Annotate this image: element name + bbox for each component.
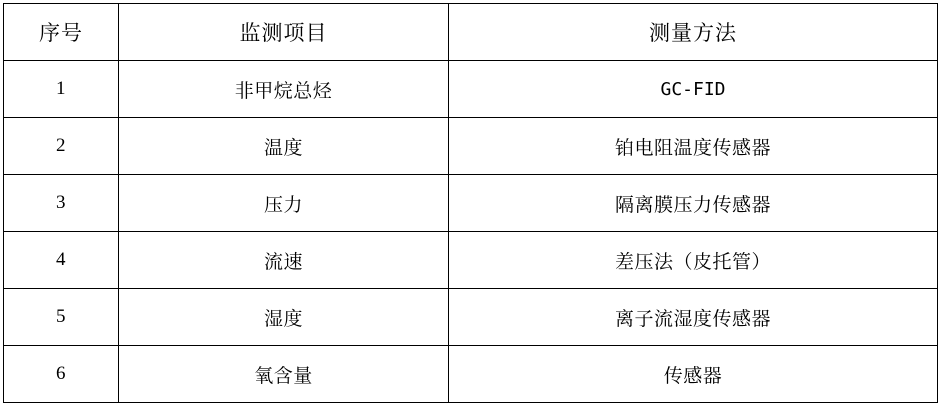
cell-index: 4: [4, 232, 119, 289]
table-row: [4, 232, 938, 289]
cell-item: 湿度: [119, 289, 449, 346]
cell-method: 差压法（皮托管）: [449, 232, 938, 289]
cell-method: 离子流湿度传感器: [449, 289, 938, 346]
cell-index: 6: [4, 346, 119, 403]
table-header: [4, 4, 938, 61]
cell-item: 氧含量: [119, 346, 449, 403]
cell-index: 3: [4, 175, 119, 232]
cell-method: 传感器: [449, 346, 938, 403]
cell-index: 1: [4, 61, 119, 118]
cell-index: 5: [4, 289, 119, 346]
cell-method: 隔离膜压力传感器: [449, 175, 938, 232]
table-row: [4, 61, 938, 118]
table-header-row: [4, 4, 938, 61]
cell-method: GC-FID: [449, 61, 938, 118]
cell-item: 流速: [119, 232, 449, 289]
column-header-method: 测量方法: [449, 4, 938, 61]
cell-item: 非甲烷总烃: [119, 61, 449, 118]
cell-index: 2: [4, 118, 119, 175]
cell-method: 铂电阻温度传感器: [449, 118, 938, 175]
column-header-item: 监测项目: [119, 4, 449, 61]
table-row: [4, 118, 938, 175]
cell-item: 温度: [119, 118, 449, 175]
table-body: [4, 61, 938, 403]
monitoring-items-table: [3, 3, 938, 403]
table-row: [4, 346, 938, 403]
column-header-index: 序号: [4, 4, 119, 61]
table-row: [4, 175, 938, 232]
cell-item: 压力: [119, 175, 449, 232]
table-row: [4, 289, 938, 346]
